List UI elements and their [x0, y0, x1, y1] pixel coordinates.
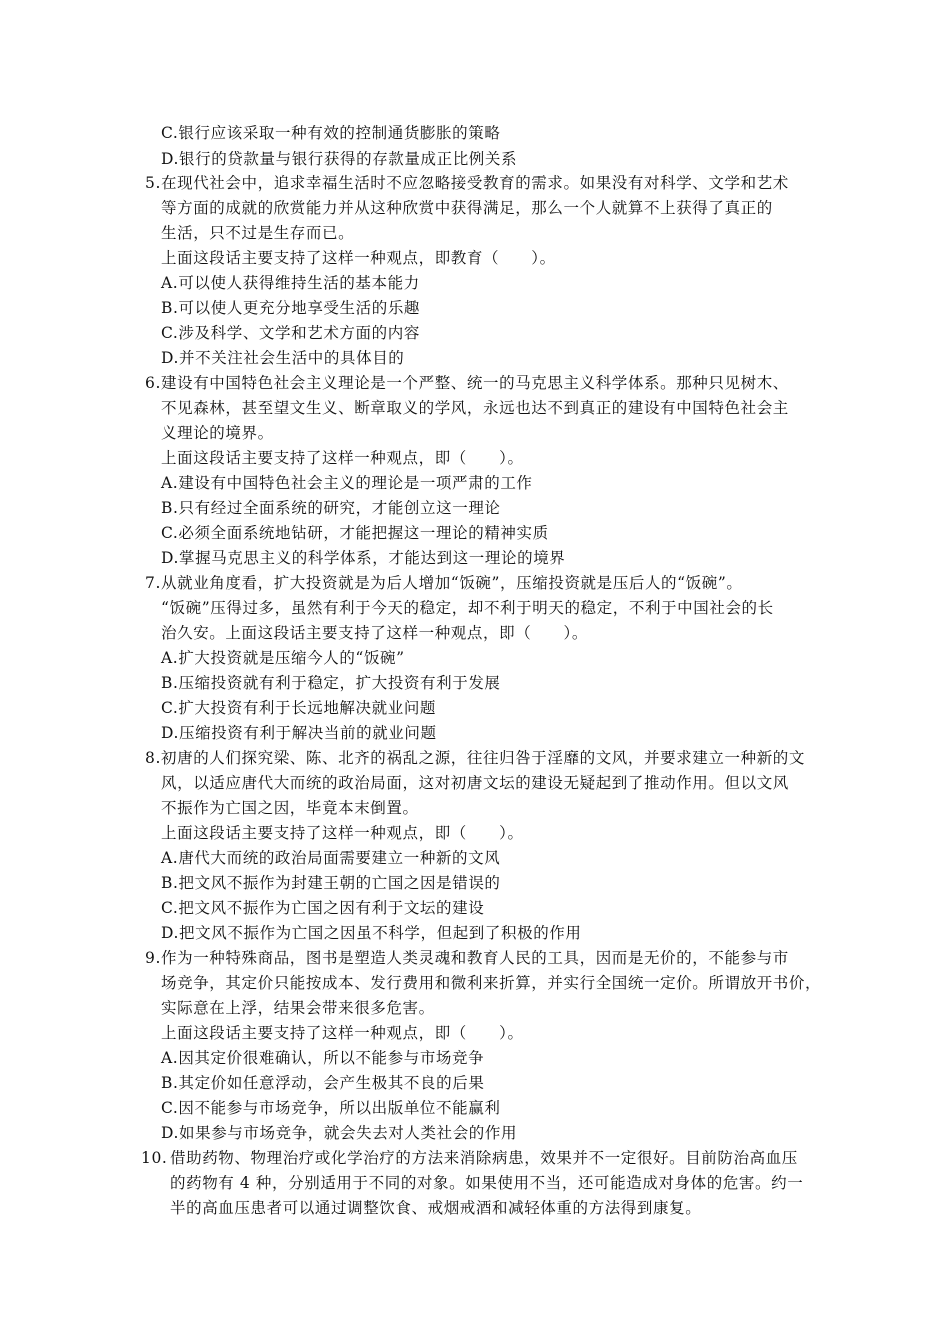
q6-question: 上面这段话主要支持了这样一种观点，即（ ）。 [161, 449, 524, 467]
q9-question: 上面这段话主要支持了这样一种观点，即（ ）。 [161, 1024, 524, 1042]
q8-option-b: B.把文风不振作为封建王朝的亡国之因是错误的 [161, 874, 501, 892]
q6-option-a: A.建设有中国特色社会主义的理论是一项严肃的工作 [161, 474, 533, 492]
q9-stem-line-2: 场竞争，其定价只能按成本、发行费用和微利来折算，并实行全国统一定价。所谓放开书价， [161, 974, 822, 992]
q7-option-c: C.扩大投资有利于长远地解决就业问题 [161, 699, 437, 717]
q9-option-d: D.如果参与市场竞争，就会失去对人类社会的作用 [161, 1124, 518, 1142]
q6-stem-line-1: 建设有中国特色社会主义理论是一个严整、统一的马克思主义科学体系。那种只见树木、 [161, 374, 789, 392]
q8-option-c: C.把文风不振作为亡国之因有利于文坛的建设 [161, 899, 485, 917]
q5-option-a: A.可以使人获得维持生活的基本能力 [161, 274, 420, 292]
q7-stem-line-2: “饭碗”压得过多，虽然有利于今天的稳定，却不利于明天的稳定，不利于中国社会的长 [161, 599, 774, 617]
q10-stem-line-2: 的药物有 4 种，分别适用于不同的对象。如果使用不当，还可能造成对身体的危害。约一 [170, 1174, 804, 1192]
q5-stem-line-3: 生活，只不过是生存而已。 [161, 224, 355, 242]
q8-question: 上面这段话主要支持了这样一种观点，即（ ）。 [161, 824, 524, 842]
q5-stem-line-2: 等方面的成就的欣赏能力并从这种欣赏中获得满足，那么一个人就算不上获得了真正的 [161, 199, 773, 217]
q9-option-b: B.其定价如任意浮动，会产生极其不良的后果 [161, 1074, 485, 1092]
q5-option-c: C.涉及科学、文学和艺术方面的内容 [161, 324, 420, 342]
q9-stem-line-1: 作为一种特殊商品，图书是塑造人类灵魂和教育人民的工具，因而是无价的，不能参与市 [161, 949, 789, 967]
q8-stem-line-2: 风，以适应唐代大而统的政治局面，这对初唐文坛的建设无疑起到了推动作用。但以文风 [161, 774, 789, 792]
q10-number: 10. [141, 1149, 168, 1167]
q7-question: 治久安。上面这段话主要支持了这样一种观点，即（ ）。 [161, 624, 588, 642]
q7-option-b: B.压缩投资就有利于稳定，扩大投资有利于发展 [161, 674, 501, 692]
q8-option-d: D.把文风不振作为亡国之因虽不科学，但起到了积极的作用 [161, 924, 582, 942]
q4-option-d: D.银行的贷款量与银行获得的存款量成正比例关系 [161, 150, 518, 168]
q8-stem-line-3: 不振作为亡国之因，毕竟本末倒置。 [161, 799, 419, 817]
q7-option-a: A.扩大投资就是压缩今人的“饭碗” [161, 649, 405, 667]
q7-option-d: D.压缩投资有利于解决当前的就业问题 [161, 724, 437, 742]
q10-stem-line-1: 借助药物、物理治疗或化学治疗的方法来消除病患，效果并不一定很好。目前防治高血压 [170, 1149, 798, 1167]
q4-option-c: C.银行应该采取一种有效的控制通货膨胀的策略 [161, 124, 501, 142]
q9-number: 9. [145, 949, 161, 967]
q5-option-b: B.可以使人更充分地享受生活的乐趣 [161, 299, 421, 317]
q5-stem-line-1: 在现代社会中，追求幸福生活时不应忽略接受教育的需求。如果没有对科学、文学和艺术 [161, 174, 789, 192]
q6-option-d: D.掌握马克思主义的科学体系，才能达到这一理论的境界 [161, 549, 566, 567]
q10-stem-line-3: 半的高血压患者可以通过调整饮食、戒烟戒酒和减轻体重的方法得到康复。 [170, 1199, 702, 1217]
q5-option-d: D.并不关注社会生活中的具体目的 [161, 349, 405, 367]
q6-number: 6. [145, 374, 161, 392]
q8-option-a: A.唐代大而统的政治局面需要建立一种新的文风 [161, 849, 501, 867]
q5-number: 5. [145, 174, 161, 192]
q6-option-b: B.只有经过全面系统的研究，才能创立这一理论 [161, 499, 501, 517]
q8-number: 8. [145, 749, 161, 767]
q6-stem-line-3: 义理论的境界。 [161, 424, 274, 442]
q7-stem-line-1: 从就业角度看，扩大投资就是为后人增加“饭碗”，压缩投资就是压后人的“饭碗”。 [161, 574, 743, 592]
q6-option-c: C.必须全面系统地钻研，才能把握这一理论的精神实质 [161, 524, 549, 542]
q6-stem-line-2: 不见森林，甚至望文生义、断章取义的学风，永远也达不到真正的建设有中国特色社会主 [161, 399, 789, 417]
q9-stem-line-3: 实际意在上浮，结果会带来很多危害。 [161, 999, 435, 1017]
q7-number: 7. [145, 574, 161, 592]
q8-stem-line-1: 初唐的人们探究梁、陈、北齐的祸乱之源，往往归咎于淫靡的文风，并要求建立一种新的文 [161, 749, 806, 767]
q5-question: 上面这段话主要支持了这样一种观点，即教育（ ）。 [161, 249, 556, 267]
q9-option-c: C.因不能参与市场竞争，所以出版单位不能赢利 [161, 1099, 501, 1117]
q9-option-a: A.因其定价很难确认，所以不能参与市场竞争 [161, 1049, 485, 1067]
